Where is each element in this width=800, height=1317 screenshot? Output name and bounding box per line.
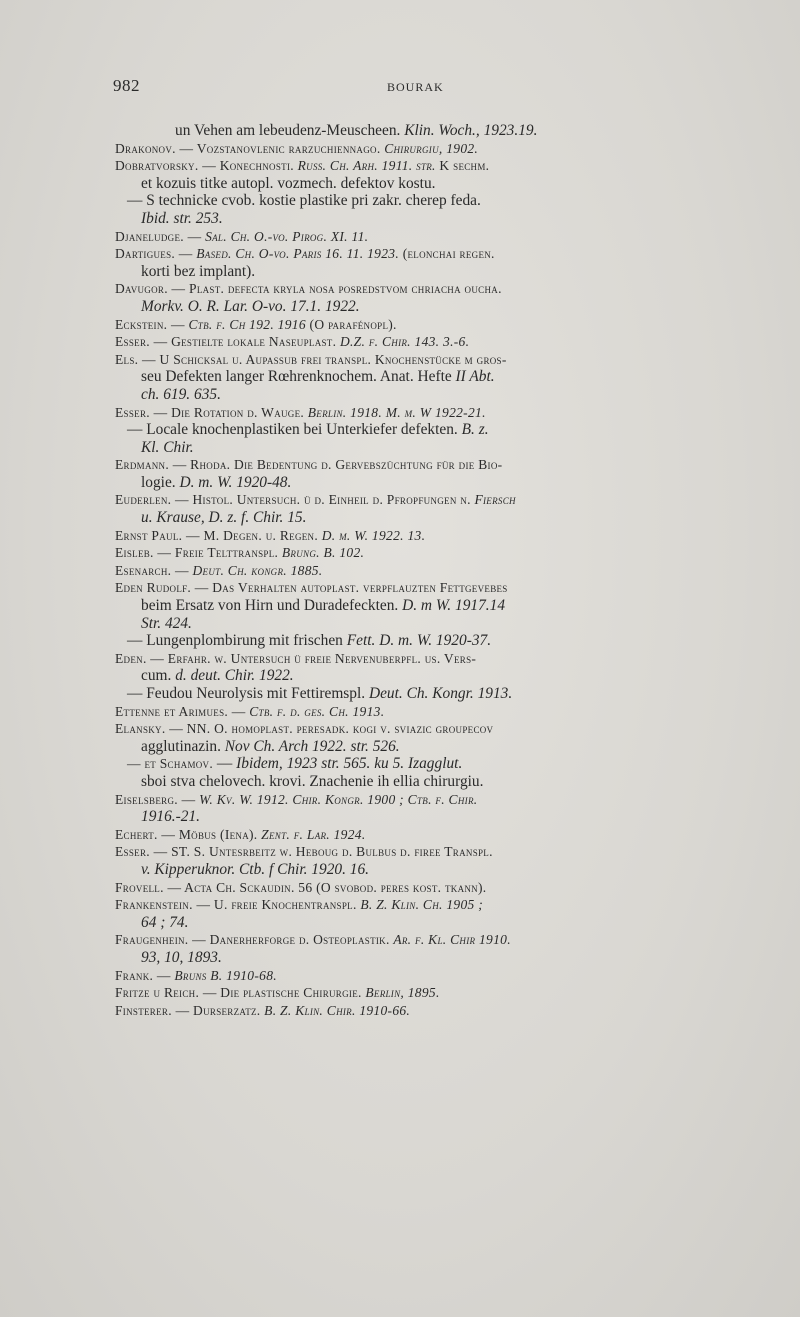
entry-text: — bbox=[213, 755, 237, 773]
bibliography-entry bbox=[115, 562, 755, 580]
entry-author: Esser. bbox=[115, 404, 150, 420]
entry-citation: D.Z. f. Chir. 143. 3.-6. bbox=[339, 334, 470, 350]
entry-author: Fritze u Reich. bbox=[115, 985, 200, 1001]
entry-text: (O parafénopl). bbox=[305, 316, 397, 332]
entry-line bbox=[115, 949, 755, 967]
entry-citation: Morkv. O. R. Lar. O-vo. 17.1. 1922. bbox=[141, 297, 360, 315]
entry-author: Echert. bbox=[115, 826, 158, 842]
entry-author: Frovell. bbox=[115, 879, 164, 895]
entry-author: Eckstein. bbox=[115, 316, 168, 332]
bibliography-entry bbox=[115, 228, 755, 246]
bibliography-entry bbox=[115, 879, 755, 897]
bibliography-entry bbox=[115, 280, 755, 315]
entry-text: — Freie Telttranspl. bbox=[153, 545, 282, 561]
entry-citation: 1916.-21. bbox=[141, 808, 200, 826]
entry-line bbox=[115, 843, 755, 861]
entry-author: Dobratvorsky. bbox=[115, 158, 199, 174]
entry-citation: Ctb. f. Ch 192. 1916 bbox=[188, 316, 306, 332]
bibliography-entry bbox=[115, 421, 755, 456]
entry-line bbox=[115, 720, 755, 738]
bibliography-entry bbox=[115, 157, 755, 192]
entry-citation: B. Z. Klin. Chir. 1910-66. bbox=[264, 1002, 411, 1018]
bibliography-list bbox=[115, 122, 755, 1019]
entry-citation: Fiersch bbox=[474, 492, 516, 508]
bibliography-entry bbox=[115, 404, 755, 422]
entry-citation: Berlin. 1918. M. m. W 1922-21. bbox=[307, 404, 486, 420]
entry-text: — bbox=[228, 703, 250, 719]
entry-line bbox=[115, 316, 755, 334]
bibliography-entry bbox=[115, 579, 755, 632]
entry-line bbox=[115, 351, 755, 369]
entry-citation: D. m. W. 1922. 13. bbox=[321, 527, 426, 543]
entry-line bbox=[115, 228, 755, 246]
bibliography-entry bbox=[115, 967, 755, 985]
bibliography-entry bbox=[115, 333, 755, 351]
entry-citation: D. m W. 1917.14 bbox=[402, 597, 506, 615]
entry-citation: II Abt. bbox=[455, 368, 495, 386]
entry-citation: 64 ; 74. bbox=[141, 913, 189, 931]
entry-text: — NN. O. homoplast. peresadk. kogi v. sviazic groupecov bbox=[165, 721, 494, 737]
entry-citation: Zent. f. Lar. 1924. bbox=[261, 826, 366, 842]
bibliography-entry bbox=[115, 791, 755, 826]
bibliography-entry bbox=[115, 544, 755, 562]
entry-citation: Ctb. f. d. ges. Ch. 1913. bbox=[249, 703, 385, 719]
bibliography-entry bbox=[115, 1002, 755, 1020]
entry-text: — bbox=[175, 246, 197, 262]
entry-text: logie. bbox=[141, 473, 180, 491]
entry-author: Els. bbox=[115, 351, 139, 367]
entry-citation: Sal. Ch. O.-vo. Pirog. XI. 11. bbox=[205, 228, 369, 244]
entry-text: — Durserzatz. bbox=[171, 1002, 265, 1018]
entry-text: — Locale knochenplastiken bei Unterkiefer defekten. bbox=[127, 421, 462, 439]
entry-line bbox=[115, 368, 755, 386]
entry-line bbox=[115, 562, 755, 580]
bibliography-entry bbox=[115, 826, 755, 844]
entry-text: — Rhoda. Die Bedentung d. Gervebszüchtung für die Bio- bbox=[169, 457, 503, 473]
bibliography-entry bbox=[115, 245, 755, 280]
entry-line bbox=[115, 192, 755, 210]
entry-line bbox=[115, 826, 755, 844]
entry-line bbox=[115, 615, 755, 633]
entry-citation: Ibidem, 1923 str. 565. ku 5. Izagglut. bbox=[236, 755, 463, 773]
entry-citation: B. z. bbox=[461, 421, 489, 439]
page-header bbox=[0, 76, 800, 100]
entry-line bbox=[115, 667, 755, 685]
entry-citation: d. deut. Chir. 1922. bbox=[175, 667, 294, 685]
entry-citation: Kl. Chir. bbox=[141, 438, 194, 456]
entry-citation: Str. 424. bbox=[141, 614, 192, 632]
entry-line bbox=[115, 632, 755, 650]
entry-line bbox=[115, 140, 755, 158]
entry-line bbox=[115, 175, 755, 193]
bibliography-entry bbox=[115, 650, 755, 685]
entry-citation: Chirurgiu, 1902. bbox=[384, 140, 479, 156]
entry-line bbox=[115, 404, 755, 422]
entry-text: — Acta Ch. Sckaudin. 56 (O svobod. peres kost. tkann). bbox=[163, 879, 487, 895]
entry-citation: Based. Ch. O-vo. Paris 16. 11. 1923. bbox=[196, 246, 400, 262]
entry-text: (elonchai regen. bbox=[399, 246, 495, 262]
entry-text: — bbox=[153, 967, 175, 983]
entry-line bbox=[115, 298, 755, 316]
bibliography-entry bbox=[115, 140, 755, 158]
entry-text: un Vehen am lebeudenz-Meuscheen. bbox=[175, 122, 405, 139]
entry-text: — ST. S. Untesrbeitz w. Heboug d. Bulbus d. firee Transpl. bbox=[149, 844, 493, 860]
entry-line bbox=[115, 879, 755, 897]
entry-line bbox=[115, 597, 755, 615]
entry-author: Finsterer. bbox=[115, 1002, 172, 1018]
entry-line bbox=[115, 773, 755, 791]
entry-text: agglutinazin. bbox=[141, 737, 225, 755]
entry-author: Euderlen. bbox=[115, 492, 172, 508]
entry-line bbox=[115, 122, 755, 140]
entry-author: Esenarch. bbox=[115, 562, 172, 578]
entry-line bbox=[115, 703, 755, 721]
entry-line bbox=[115, 263, 755, 281]
entry-line bbox=[115, 914, 755, 932]
entry-text: — bbox=[183, 228, 206, 244]
entry-citation: Fett. D. m. W. 1920-37. bbox=[346, 632, 492, 650]
entry-line bbox=[115, 509, 755, 527]
entry-author: Eisleb. bbox=[115, 545, 154, 561]
entry-citation: Ar. f. Kl. Chir 1910. bbox=[393, 932, 511, 948]
entry-citation: v. Kipperuknor. Ctb. f Chir. 1920. 16. bbox=[141, 860, 370, 878]
entry-author: Drakonov. bbox=[115, 140, 176, 156]
entry-line bbox=[115, 931, 755, 949]
entry-line bbox=[115, 439, 755, 457]
entry-line bbox=[115, 791, 755, 809]
entry-line bbox=[115, 685, 755, 703]
entry-author: Eden Rudolf. bbox=[115, 580, 192, 596]
page-number: 982 bbox=[113, 76, 140, 95]
bibliography-entry bbox=[115, 896, 755, 931]
entry-text: — Danerherforge d. Osteoplastik. bbox=[188, 932, 394, 948]
entry-line bbox=[115, 210, 755, 228]
entry-citation: u. Krause, D. z. f. Chir. 15. bbox=[141, 509, 307, 527]
bibliography-entry bbox=[115, 192, 755, 227]
entry-author: Frankenstein. bbox=[115, 897, 193, 913]
entry-line bbox=[115, 280, 755, 298]
entry-author: Frank. bbox=[115, 967, 154, 983]
entry-citation: Deut. Ch. Kongr. 1913. bbox=[368, 685, 513, 702]
entry-line bbox=[115, 861, 755, 879]
entry-citation: Bruns B. 1910-68. bbox=[174, 967, 277, 983]
entry-citation: Russ. Ch. Arh. 1911. str. bbox=[297, 158, 436, 174]
entry-author: Esser. bbox=[115, 844, 150, 860]
entry-line bbox=[115, 491, 755, 509]
entry-text: cum. bbox=[141, 667, 176, 685]
entry-text: — Plast. defecta kryla nosa posredstvom chriacha oucha. bbox=[167, 281, 502, 297]
entry-citation: ch. 619. 635. bbox=[141, 385, 221, 403]
bibliography-entry bbox=[115, 720, 755, 755]
entry-line bbox=[115, 738, 755, 756]
entry-text: — Gestielte lokale Naseuplast. bbox=[149, 334, 340, 350]
entry-text: beim Ersatz von Hirn und Duradefeckten. bbox=[141, 597, 403, 615]
entry-author: Ernst Paul. bbox=[115, 527, 183, 543]
bibliography-entry bbox=[115, 351, 755, 404]
entry-text: — Feudou Neurolysis mit Fettiremspl. bbox=[127, 685, 369, 702]
entry-text: — Lungenplombirung mit frischen bbox=[127, 632, 347, 650]
bibliography-entry bbox=[115, 527, 755, 545]
entry-citation: W. Kv. W. 1912. Chir. Kongr. 1900 ; Ctb. f. Chir. bbox=[199, 791, 478, 807]
entry-author: Davugor. bbox=[115, 281, 168, 297]
entry-line bbox=[115, 755, 755, 773]
entry-author: Fraugenhein. bbox=[115, 932, 189, 948]
entry-text: seu Defekten langer Rœhrenknochem. Anat. Hefte bbox=[141, 368, 456, 386]
entry-line bbox=[115, 245, 755, 263]
entry-text: — Die Rotation d. Wauge. bbox=[149, 404, 308, 420]
entry-text: — Histol. Untersuch. ü d. Einheil d. Pfropfungen n. bbox=[171, 492, 475, 508]
entry-text: et kozuis titke autopl. vozmech. defektov kostu. bbox=[141, 174, 436, 192]
entry-text: — Vozstanovlenic rarzuchiennago. bbox=[175, 140, 385, 156]
entry-text: — bbox=[167, 316, 189, 332]
entry-line bbox=[115, 984, 755, 1002]
entry-citation: D. m. W. 1920-48. bbox=[179, 473, 292, 491]
entry-citation: Klin. Woch., 1923.19. bbox=[404, 122, 538, 139]
entry-text: — Möbus (Iena). bbox=[157, 826, 262, 842]
entry-citation: Deut. Ch. kongr. 1885. bbox=[192, 562, 323, 578]
entry-author: Ettenne et Arimues. bbox=[115, 703, 229, 719]
entry-line bbox=[115, 896, 755, 914]
entry-author: Dartigues. bbox=[115, 246, 176, 262]
entry-citation: Nov Ch. Arch 1922. str. 526. bbox=[224, 737, 400, 755]
bibliography-entry bbox=[115, 122, 755, 140]
entry-author: Elansky. bbox=[115, 721, 166, 737]
entry-author: — et Schamov. bbox=[127, 756, 214, 772]
entry-text: — Die plastische Chirurgie. bbox=[199, 985, 366, 1001]
bibliography-entry bbox=[115, 703, 755, 721]
entry-line bbox=[115, 456, 755, 474]
entry-citation: Ibid. str. 253. bbox=[141, 209, 223, 227]
entry-line bbox=[115, 544, 755, 562]
entry-text: — Konechnosti. bbox=[198, 158, 298, 174]
entry-author: Esser. bbox=[115, 334, 150, 350]
entry-author: Erdmann. bbox=[115, 457, 170, 473]
running-head: BOURAK bbox=[387, 80, 444, 94]
entry-line bbox=[115, 527, 755, 545]
bibliography-entry bbox=[115, 456, 755, 491]
bibliography-entry bbox=[115, 491, 755, 526]
entry-text: — U. freie Knochentranspl. bbox=[192, 897, 361, 913]
entry-line bbox=[115, 474, 755, 492]
entry-author: Eden. bbox=[115, 650, 147, 666]
entry-text: korti bez implant). bbox=[141, 262, 256, 280]
entry-line bbox=[115, 808, 755, 826]
entry-text: K sechm. bbox=[435, 158, 490, 174]
bibliography-entry bbox=[115, 632, 755, 650]
entry-citation: Brung. B. 102. bbox=[281, 545, 365, 561]
entry-text: — bbox=[177, 791, 200, 807]
entry-line bbox=[115, 421, 755, 439]
entry-line bbox=[115, 579, 755, 597]
entry-text: sboi stva chelovech. krovi. Znachenie ih ellia chirurgiu. bbox=[141, 772, 484, 790]
bibliography-entry bbox=[115, 931, 755, 966]
entry-text: — M. Degen. u. Regen. bbox=[182, 527, 322, 543]
bibliography-entry bbox=[115, 984, 755, 1002]
entry-line bbox=[115, 157, 755, 175]
entry-line bbox=[115, 967, 755, 985]
bibliography-entry bbox=[115, 755, 755, 790]
entry-text: — Erfahr. w. Untersuch ü freie Nervenuberpfl. us. Vers- bbox=[146, 650, 477, 666]
entry-citation: 93, 10, 1893. bbox=[141, 948, 222, 966]
entry-text: — U Schicksal u. Aupassub frei transpl. Knochenstücke m gros- bbox=[138, 351, 507, 367]
entry-line bbox=[115, 333, 755, 351]
entry-line bbox=[115, 1002, 755, 1020]
bibliography-entry bbox=[115, 316, 755, 334]
entry-line bbox=[115, 386, 755, 404]
entry-citation: Berlin, 1895. bbox=[365, 985, 440, 1001]
entry-line bbox=[115, 650, 755, 668]
entry-text: — Das Verhalten autoplast. verpflauzten Fettgevebes bbox=[191, 580, 508, 596]
bibliography-entry bbox=[115, 685, 755, 703]
entry-text: — bbox=[171, 562, 193, 578]
entry-text: — S technicke cvob. kostie plastike pri zakr. cherep feda. bbox=[127, 192, 481, 210]
entry-author: Eiselsberg. bbox=[115, 791, 178, 807]
bibliography-entry bbox=[115, 843, 755, 878]
entry-citation: B. Z. Klin. Ch. 1905 ; bbox=[360, 897, 484, 913]
entry-author: Djaneludge. bbox=[115, 228, 184, 244]
